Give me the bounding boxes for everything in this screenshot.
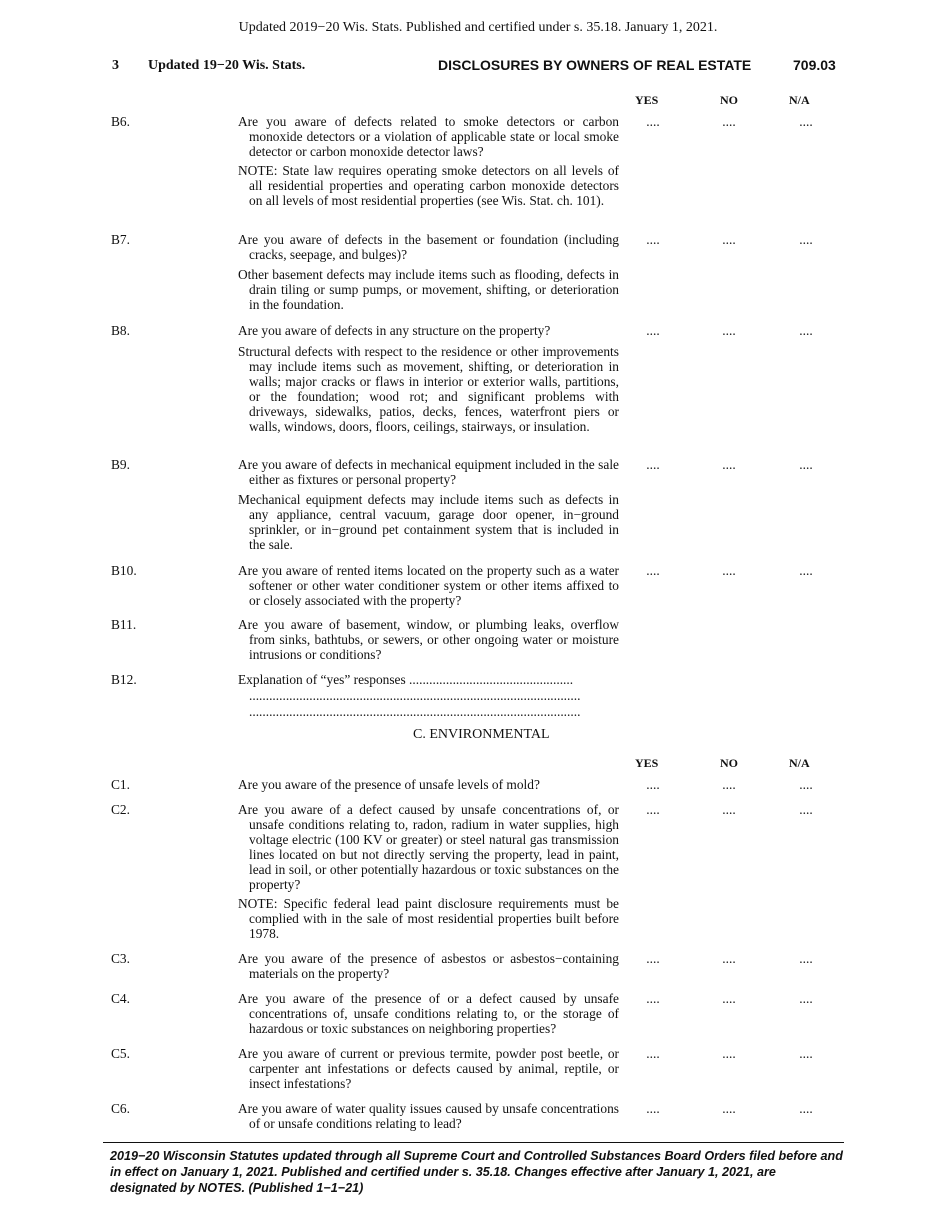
yes-checkbox[interactable]: .... (646, 991, 660, 1006)
item-label: B6. (111, 114, 130, 129)
no-checkbox[interactable]: .... (722, 323, 736, 338)
yes-checkbox[interactable]: .... (646, 1046, 660, 1061)
no-checkbox[interactable]: .... (722, 1101, 736, 1116)
na-checkbox[interactable]: .... (799, 1101, 813, 1116)
yes-checkbox[interactable]: .... (646, 457, 660, 472)
explanation-line[interactable]: ................................................................................................... (249, 688, 581, 703)
top-note: Updated 2019−20 Wis. Stats. Published and certified under s. 35.18. January 1, 2021. (238, 20, 718, 35)
item-label: C6. (111, 1101, 130, 1116)
na-checkbox[interactable]: .... (799, 991, 813, 1006)
col-no-header: NO (720, 756, 738, 770)
na-checkbox[interactable]: .... (799, 232, 813, 247)
item-question: Are you aware of the presence of asbestos or asbestos−containing materials on the property? (238, 951, 619, 981)
na-checkbox[interactable]: .... (799, 563, 813, 578)
yes-checkbox[interactable]: .... (646, 951, 660, 966)
no-checkbox[interactable]: .... (722, 777, 736, 792)
col-yes-header: YES (635, 756, 659, 770)
item-label: B11. (111, 617, 137, 632)
yes-checkbox[interactable]: .... (646, 1101, 660, 1116)
yes-checkbox[interactable]: .... (646, 232, 660, 247)
no-checkbox[interactable]: .... (722, 951, 736, 966)
yes-checkbox[interactable]: .... (646, 323, 660, 338)
item-question: Are you aware of a defect caused by unsafe concentrations of, or unsafe conditions relating to, radon, radium in water supplies, high voltage electric (100 KV or greater) or steel natural gas transmission lines located on but not directly serving the property, lead in paint, lead in soil, or other potentially hazardous or toxic substances on the property? (238, 802, 619, 892)
yes-checkbox[interactable]: .... (646, 563, 660, 578)
yes-checkbox[interactable]: .... (646, 802, 660, 817)
na-checkbox[interactable]: .... (799, 951, 813, 966)
na-checkbox[interactable]: .... (799, 114, 813, 129)
col-yes-header: YES (635, 93, 659, 107)
item-question: Are you aware of the presence of unsafe levels of mold? (238, 777, 540, 792)
na-checkbox[interactable]: .... (799, 802, 813, 817)
footer-note: 2019−20 Wisconsin Statutes updated through all Supreme Court and Controlled Substances Board Orders filed before and in effect on January 1, 2021. Published and certified under s. 35.18. Changes effective after January 1, 2021, are designated by NOTES. (Published 1−1−21) (110, 1149, 843, 1195)
na-checkbox[interactable]: .... (799, 323, 813, 338)
yes-checkbox[interactable]: .... (646, 114, 660, 129)
item-question: Are you aware of defects in any structure on the property? (238, 323, 551, 338)
section-number: 709.03 (793, 57, 836, 73)
no-checkbox[interactable]: .... (722, 991, 736, 1006)
item-label: B7. (111, 232, 130, 247)
na-checkbox[interactable]: .... (799, 457, 813, 472)
no-checkbox[interactable]: .... (722, 802, 736, 817)
na-checkbox[interactable]: .... (799, 777, 813, 792)
no-checkbox[interactable]: .... (722, 232, 736, 247)
col-no-header: NO (720, 93, 738, 107)
item-label: B12. (111, 672, 137, 687)
item-note: Mechanical equipment defects may include items such as defects in any appliance, central vacuum, garage door opener, in−ground sprinkler, or in−ground pet containment system that is included in the sale. (238, 492, 619, 552)
item-label: C2. (111, 802, 130, 817)
page-title: DISCLOSURES BY OWNERS OF REAL ESTATE (438, 57, 752, 73)
yes-checkbox[interactable]: .... (646, 777, 660, 792)
explanation-label: Explanation of “yes” responses ................................................. (238, 672, 574, 687)
page-number: 3 (112, 58, 119, 73)
item-label: C4. (111, 991, 130, 1006)
item-label: C3. (111, 951, 130, 966)
item-note: Other basement defects may include items such as flooding, defects in drain tiling or sump pumps, or movement, shifting, or deterioration in the foundation. (238, 267, 619, 312)
item-label: C1. (111, 777, 130, 792)
item-question: Are you aware of defects related to smoke detectors or carbon monoxide detectors or a violation of applicable state or local smoke detector or carbon monoxide detector laws? (238, 114, 619, 159)
item-question: Are you aware of current or previous termite, powder post beetle, or carpenter ant infestations or defects caused by animal, reptile, or insect infestations? (238, 1046, 619, 1091)
section-c-title: C. ENVIRONMENTAL (413, 727, 550, 742)
col-na-header: N/A (789, 756, 810, 770)
item-question: Are you aware of rented items located on the property such as a water softener or other water conditioner system or other items affixed to or closely associated with the property? (238, 563, 619, 608)
item-label: B10. (111, 563, 137, 578)
item-question: Are you aware of water quality issues caused by unsafe concentrations of or unsafe conditions relating to lead? (238, 1101, 619, 1131)
na-checkbox[interactable]: .... (799, 1046, 813, 1061)
no-checkbox[interactable]: .... (722, 114, 736, 129)
stats-label: Updated 19−20 Wis. Stats. (148, 58, 306, 73)
no-checkbox[interactable]: .... (722, 563, 736, 578)
item-question: Are you aware of basement, window, or plumbing leaks, overflow from sinks, bathtubs, or sewers, or other ongoing water or moisture intrusions or conditions? (238, 617, 619, 662)
item-question: Are you aware of defects in the basement or foundation (including cracks, seepage, and bulges)? (238, 232, 619, 262)
item-note: Structural defects with respect to the residence or other improvements may include items such as movement, shifting, or deterioration in walls; major cracks or flaws in interior or exterior walls, partitions, or the foundation; wood rot; and significant problems with driveways, sidewalks, patios, decks, fences, waterfront piers or walls, windows, doors, floors, ceilings, stairways, or insulation. (238, 344, 619, 434)
item-question: Are you aware of the presence of or a defect caused by unsafe concentrations of, unsafe conditions relating to, or the storage of hazardous or toxic substances on neighboring properties? (238, 991, 619, 1036)
item-question: Are you aware of defects in mechanical equipment included in the sale either as fixtures or personal property? (238, 457, 619, 487)
no-checkbox[interactable]: .... (722, 1046, 736, 1061)
item-label: C5. (111, 1046, 130, 1061)
item-note: NOTE: State law requires operating smoke detectors on all levels of all residential properties and operating carbon monoxide detectors on all levels of most residential properties (see Wis. Stat. ch. 101). (238, 163, 619, 208)
item-note: NOTE: Specific federal lead paint disclosure requirements must be complied with in the sale of most residential properties built before 1978. (238, 896, 619, 941)
no-checkbox[interactable]: .... (722, 457, 736, 472)
col-na-header: N/A (789, 93, 810, 107)
footer-divider (103, 1142, 844, 1143)
explanation-line[interactable]: ................................................................................................... (249, 704, 581, 719)
item-label: B9. (111, 457, 130, 472)
item-label: B8. (111, 323, 130, 338)
